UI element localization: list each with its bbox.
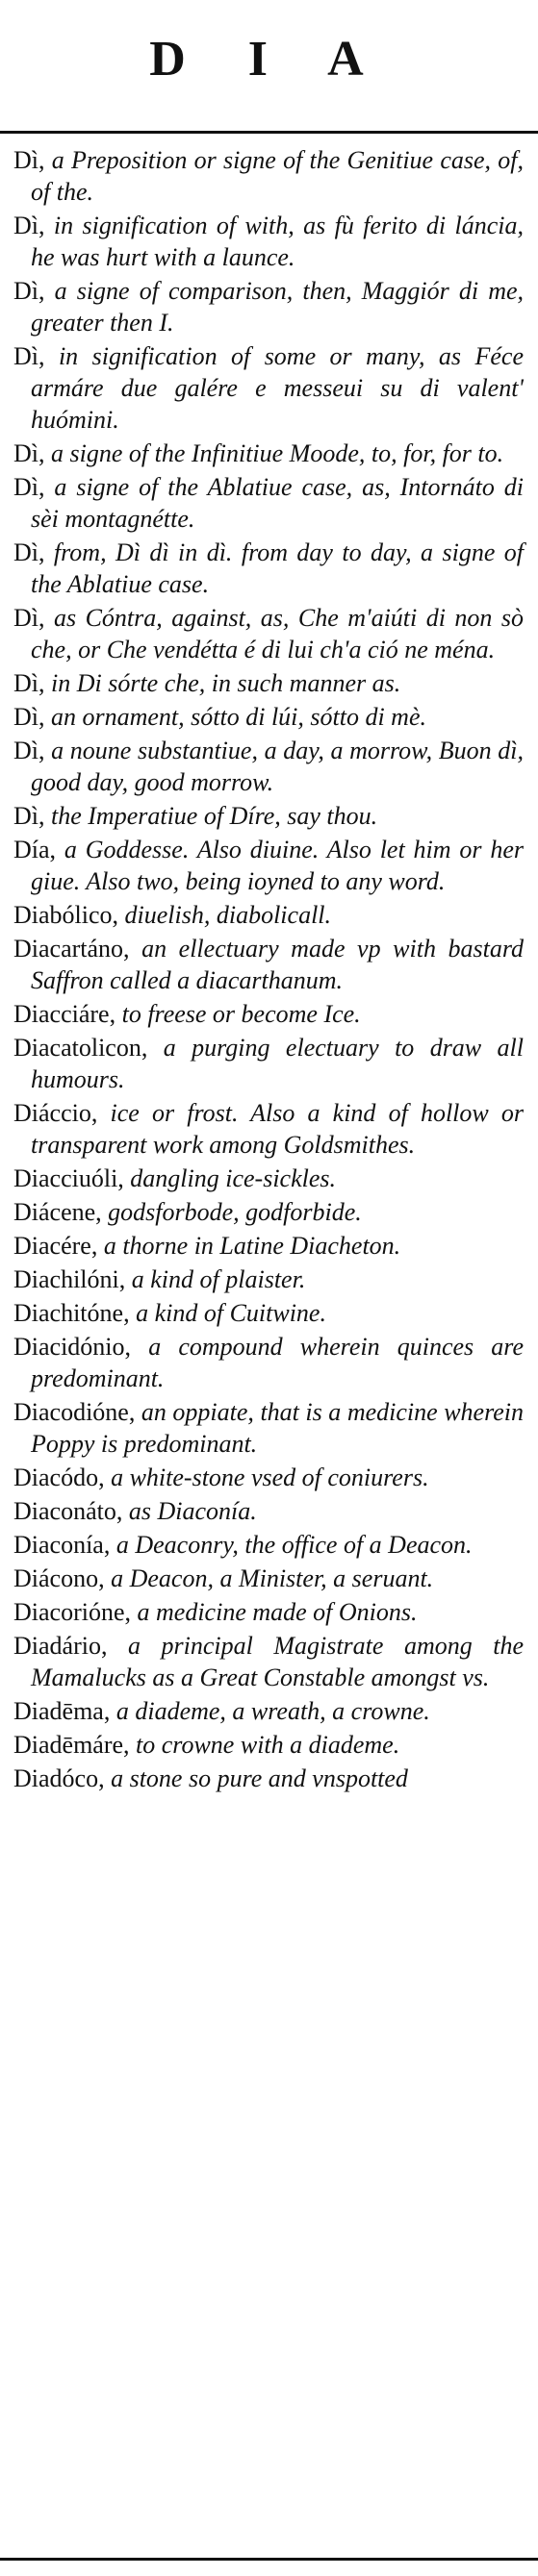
- entry-term: Dì,: [13, 212, 45, 239]
- dictionary-entry: [13, 1495, 524, 1527]
- entry-gloss: a compound wherein quinces are predominant.: [31, 1333, 525, 1392]
- entry-term: Diacorióne,: [13, 1598, 132, 1626]
- entry-gloss: godsforbode, godforbide.: [108, 1198, 362, 1226]
- entry-term: Diacódo,: [13, 1463, 105, 1491]
- entry-gloss: a signe of the Infinitiue Moode, to, for, for to.: [51, 439, 504, 467]
- entry-term: Diaconáto,: [13, 1497, 123, 1525]
- dictionary-entry: [13, 1695, 524, 1727]
- entry-term: Diacére,: [13, 1232, 98, 1260]
- entry-gloss: in signification of some or many, as Féce armáre due galére e messeui su di valent' huómini.: [31, 342, 524, 434]
- entry-gloss: the Imperatiue of Díre, say thou.: [51, 802, 378, 830]
- entry-term: Día,: [13, 836, 57, 863]
- entry-term: Diadēmáre,: [13, 1731, 130, 1759]
- dictionary-entry: [13, 667, 524, 699]
- dictionary-entry: [13, 1462, 524, 1493]
- entry-gloss: in signification of with, as fù ferito di láncia, he was hurt with a launce.: [31, 212, 524, 271]
- entry-term: Diadóco,: [13, 1764, 105, 1792]
- entry-gloss: a diademe, a wreath, a crowne.: [115, 1697, 430, 1725]
- dictionary-entry: [13, 1396, 524, 1460]
- entry-term: Dì,: [13, 538, 45, 566]
- entry-gloss: an ornament, sótto di lúi, sótto di mè.: [51, 703, 426, 731]
- entry-gloss: a noune substantiue, a day, a morrow, Buon dì, good day, good morrow.: [31, 737, 524, 796]
- dictionary-entry: [13, 1230, 524, 1262]
- entry-term: Dì,: [13, 737, 45, 764]
- page-headword: D I A: [149, 32, 389, 87]
- dictionary-entry: [13, 144, 524, 208]
- dictionary-entry: [13, 1596, 524, 1628]
- entry-gloss: a kind of plaister.: [131, 1265, 306, 1293]
- entry-term: Diadēma,: [13, 1697, 111, 1725]
- entry-gloss: an ellectuary made vp with bastard Saffron called a diacarthanum.: [31, 935, 524, 994]
- entry-term: Diácono,: [13, 1564, 105, 1592]
- entry-gloss: a white-stone vsed of coniurers.: [111, 1463, 429, 1491]
- dictionary-entry: [13, 1297, 524, 1329]
- dictionary-entry: [13, 1196, 524, 1228]
- entry-term: Diacidónio,: [13, 1333, 132, 1361]
- top-rule: [0, 131, 538, 134]
- entry-term: Diachitóne,: [13, 1299, 130, 1327]
- entry-gloss: a Deacon, a Minister, a seruant.: [111, 1564, 434, 1592]
- dictionary-entry: [13, 1163, 524, 1194]
- entry-gloss: a Goddesse. Also diuine. Also let him or her giue. Also two, being ioyned to any word.: [31, 836, 524, 895]
- entry-gloss: to freese or become Ice.: [121, 1000, 361, 1028]
- entry-term: Diacartáno,: [13, 935, 130, 963]
- entry-gloss: as Cóntra, against, as, Che m'aiúti di non sò che, or Che vendétta é di lui ch'a ció ne ména.: [31, 604, 525, 663]
- dictionary-entry: [13, 834, 524, 897]
- dictionary-entry: [13, 275, 524, 338]
- dictionary-entry: [13, 1097, 524, 1161]
- entry-gloss: a purging electuary to draw all humours.: [31, 1034, 525, 1093]
- entry-term: Diachilóni,: [13, 1265, 126, 1293]
- dictionary-entry: [13, 1263, 524, 1295]
- dictionary-entry: [13, 1032, 524, 1095]
- dictionary-entry: [13, 735, 524, 798]
- bottom-rule: [0, 2558, 538, 2561]
- dictionary-entry: [13, 899, 524, 931]
- entry-term: Dì,: [13, 277, 45, 305]
- entry-term: Diacciáre,: [13, 1000, 116, 1028]
- dictionary-entry: [13, 1331, 524, 1394]
- entry-gloss: a signe of comparison, then, Maggiór di me, greater then I.: [31, 277, 525, 337]
- dictionary-entry: [13, 210, 524, 273]
- entry-gloss: a kind of Cuitwine.: [136, 1299, 326, 1327]
- dictionary-entry: [13, 1630, 524, 1693]
- dictionary-entry: [13, 1763, 524, 1794]
- dictionary-entry: [13, 471, 524, 535]
- entry-term: Dì,: [13, 439, 45, 467]
- dictionary-entry: [13, 602, 524, 665]
- entry-term: Dì,: [13, 146, 45, 174]
- entry-term: Diacodióne,: [13, 1398, 136, 1426]
- dictionary-entry: [13, 701, 524, 733]
- entry-gloss: a Preposition or signe of the Genitiue case, of, of the.: [31, 146, 524, 206]
- dictionary-entry: [13, 933, 524, 996]
- entry-gloss: a medicine made of Onions.: [137, 1598, 418, 1626]
- entry-term: Diadário,: [13, 1632, 108, 1660]
- dictionary-entry: [13, 998, 524, 1030]
- entry-term: Dì,: [13, 473, 45, 501]
- entry-term: Diacciuóli,: [13, 1164, 124, 1192]
- entry-list: [13, 144, 524, 1796]
- entry-term: Diaconía,: [13, 1531, 111, 1559]
- entry-term: Dì,: [13, 342, 45, 370]
- dictionary-entry: [13, 1563, 524, 1594]
- entry-gloss: dangling ice-sickles.: [130, 1164, 337, 1192]
- entry-gloss: ice or frost. Also a kind of hollow or transparent work among Goldsmithes.: [31, 1099, 524, 1159]
- entry-gloss: an oppiate, that is a medicine wherein Poppy is predominant.: [31, 1398, 525, 1458]
- entry-term: Diáccio,: [13, 1099, 98, 1127]
- entry-term: Dì,: [13, 604, 45, 632]
- entry-gloss: a principal Magistrate among the Mamalucks as a Great Constable amongst vs.: [31, 1632, 524, 1691]
- entry-term: Diacatolicon,: [13, 1034, 148, 1062]
- entry-term: Diabólico,: [13, 901, 119, 929]
- entry-gloss: from, Dì dì in dì. from day to day, a signe of the Ablatiue case.: [31, 538, 525, 598]
- entry-term: Dì,: [13, 703, 45, 731]
- entry-gloss: in Di sórte che, in such manner as.: [51, 669, 401, 697]
- entry-gloss: diuelish, diabolicall.: [124, 901, 332, 929]
- entry-gloss: a stone so pure and vnspotted: [111, 1764, 408, 1792]
- entry-gloss: to crowne with a diademe.: [136, 1731, 400, 1759]
- entry-gloss: a thorne in Latine Diacheton.: [103, 1232, 401, 1260]
- dictionary-entry: [13, 438, 524, 469]
- entry-gloss: a signe of the Ablatiue case, as, Intornáto di sèi montagnétte.: [31, 473, 524, 533]
- entry-term: Dì,: [13, 669, 45, 697]
- entry-gloss: as Diaconía.: [128, 1497, 257, 1525]
- dictionary-entry: [13, 1529, 524, 1561]
- dictionary-entry: [13, 800, 524, 832]
- dictionary-entry: [13, 340, 524, 436]
- dictionary-entry: [13, 537, 524, 600]
- entry-gloss: a Deaconry, the office of a Deacon.: [115, 1531, 473, 1559]
- entry-term: Dì,: [13, 802, 45, 830]
- entry-term: Diácene,: [13, 1198, 102, 1226]
- dictionary-entry: [13, 1729, 524, 1761]
